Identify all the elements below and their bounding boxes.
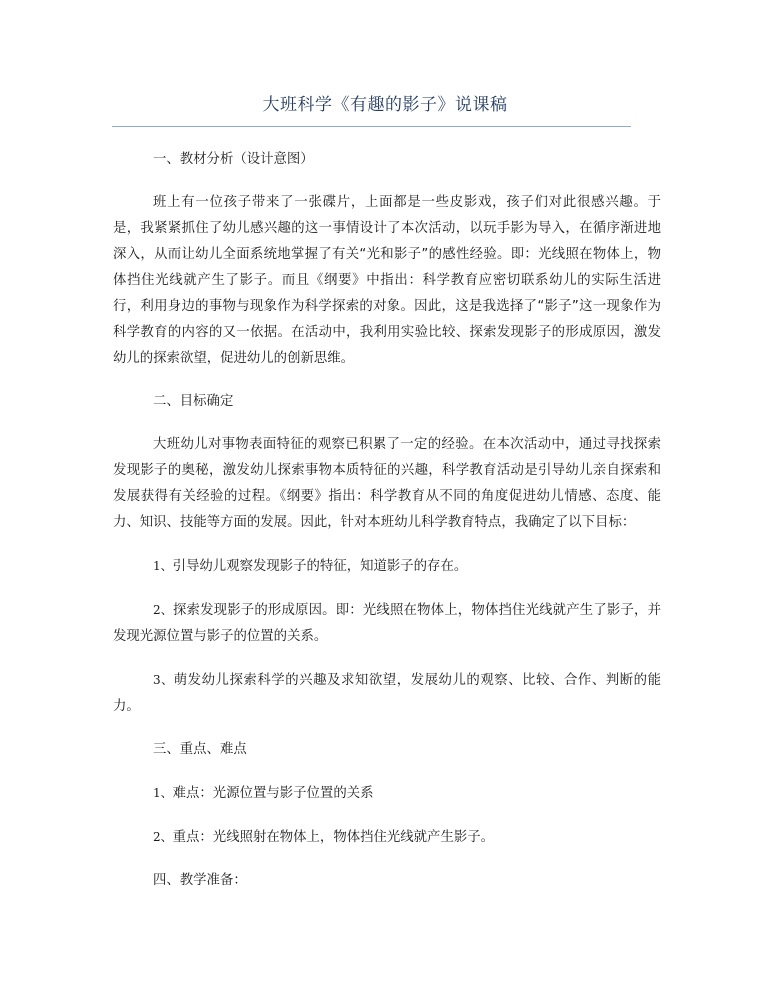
section-heading: 一、教材分析（设计意图）	[153, 152, 314, 167]
list-item-number: 1、	[153, 559, 173, 573]
list-item-text: 引导幼儿观察发现影子的特征，知道影子的存在。	[172, 559, 468, 574]
section-heading: 三、重点、难点	[153, 742, 247, 757]
list-item-number: 2、	[153, 830, 173, 844]
list-item	[113, 553, 661, 580]
section-heading: 二、目标确定	[153, 394, 234, 409]
document-title: 大班科学《有趣的影子》说课稿	[262, 95, 508, 115]
list-item-number: 1、	[153, 786, 173, 800]
list-item-text: 重点：光线照射在物体上，物体挡住光线就产生影子。	[172, 830, 495, 845]
list-item-number: 2、	[153, 603, 173, 617]
list-item-text: 探索发现影子的形成原因。即：光线照在物体上，物体挡住光线就产生了影子，并发现光源位置与影子的位置的关系。	[113, 603, 662, 644]
list-item	[113, 667, 661, 720]
list-item	[113, 780, 661, 807]
list-item	[113, 597, 661, 650]
list-item-text: 萌发幼儿探索科学的兴趣及求知欲望，发展幼儿的观察、比较、合作、判断的能力。	[113, 673, 661, 714]
list-item-text: 难点：光源位置与影子位置的关系	[172, 786, 374, 801]
document-body	[113, 147, 661, 911]
body-paragraph: 班上有一位孩子带来了一张碟片，上面都是一些皮影戏，孩子们对此很感兴趣。于是，我紧紧抓住了幼儿感兴趣的这一事情设计了本次活动，以玩手影为导入，在循序渐进地深入，从而让幼儿全面系统地掌握了有关“光和影子”的感性经验。即：光线照在物体上，物体挡住光线就产生了影子。而且《纲要》中指出：科学教育应密切联系幼儿的实际生活进行，利用身边的事物与现象作为科学探索的对象。因此，这是我选择了“影子”这一现象作为科学教育的内容的又一依据。在活动中，我利用实验比较、探索发现影子的形成原因，激发幼儿的探索欲望，促进幼儿的创新思维。	[113, 195, 661, 366]
list-item-number: 3、	[153, 673, 174, 687]
body-paragraph: 大班幼儿对事物表面特征的观察已积累了一定的经验。在本次活动中，通过寻找探索发现影子的奥秘，激发幼儿探索事物本质特征的兴趣，科学教育活动是引导幼儿亲自探索和发展获得有关经验的过程。《纲要》指出：科学教育从不同的角度促进幼儿情感、态度、能力、知识、技能等方面的发展。因此，针对本班幼儿科学教育特点，我确定了以下目标：	[113, 437, 661, 530]
list-item	[113, 824, 661, 851]
title-underline	[112, 126, 631, 127]
section-heading: 四、教学准备：	[153, 873, 247, 888]
